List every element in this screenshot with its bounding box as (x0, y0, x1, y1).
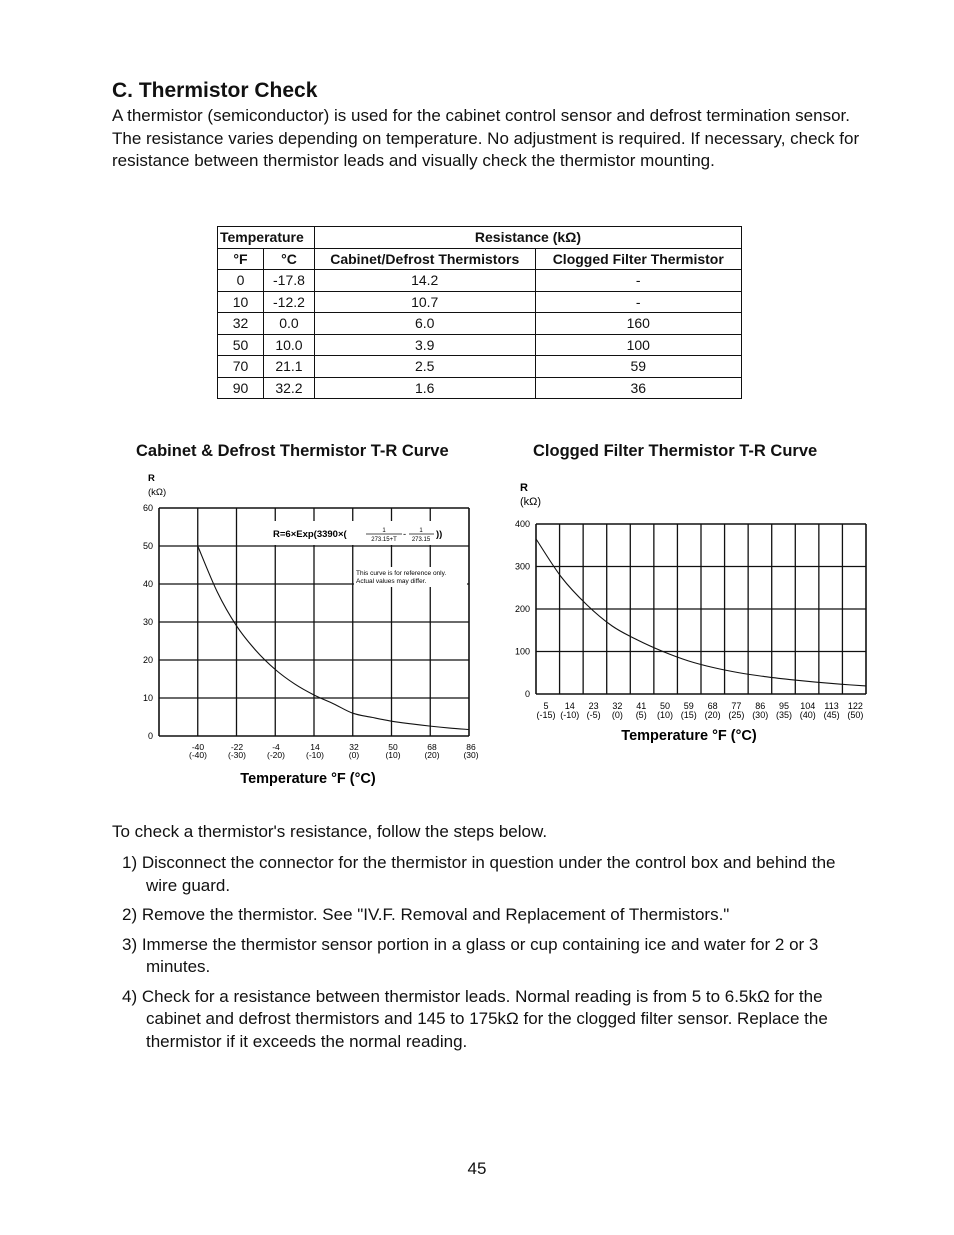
x-tick-label-f: 86 (466, 742, 476, 752)
x-tick-label-f: 50 (659, 701, 671, 711)
x-tick-label-f: 32 (612, 701, 623, 711)
x-tick-label-f: 68 (427, 742, 437, 752)
x-tick-label-c: (45) (823, 710, 840, 720)
cell-f: 10 (218, 291, 264, 313)
clogged-chart-title: Clogged Filter Thermistor T-R Curve (533, 442, 818, 460)
cell-clog: 100 (535, 334, 742, 356)
x-tick-label-f: 122 (847, 701, 863, 711)
cell-cab: 1.6 (314, 377, 535, 399)
cell-c: -12.2 (263, 291, 314, 313)
cell-clog: - (535, 291, 742, 313)
cell-c: 10.0 (263, 334, 314, 356)
y-tick-label: 60 (142, 503, 153, 513)
x-tick-label-c: (10) (656, 710, 674, 720)
x-tick-label-c: (-30) (228, 750, 246, 760)
x-tick-label-f: 23 (588, 701, 599, 711)
y-axis-unit: (kΩ) (520, 496, 542, 508)
x-tick-label-c: (25) (728, 710, 745, 720)
y-tick-label: 50 (142, 541, 153, 551)
formula-minus: - (403, 529, 407, 540)
cell-clog: 59 (535, 356, 742, 378)
col-c-header: °C (263, 248, 314, 270)
y-axis-label: R (520, 482, 528, 494)
x-tick-label-c: (0) (611, 710, 623, 720)
col-f-header: °F (218, 248, 264, 270)
formula-prefix: R=6×Exp(3390×( (273, 529, 347, 540)
resistance-header: Resistance (kΩ) (314, 227, 741, 249)
y-tick-label: 40 (142, 579, 153, 589)
cell-cab: 10.7 (314, 291, 535, 313)
x-tick-label-f: -40 (191, 742, 205, 752)
x-tick-label-c: (5) (635, 710, 647, 720)
intro-paragraph: A thermistor (semiconductor) is used for the cabinet control sensor and defrost termination sensor. The resistance varies depending on temperature. No adjustment is required. If necessary, check for resistance between thermistor leads and visually check the thermistor mounting. (112, 106, 860, 170)
cell-cab: 2.5 (314, 356, 535, 378)
x-axis-label: Temperature °F (°C) (240, 771, 376, 787)
x-tick-label-f: 14 (564, 701, 575, 711)
cell-f: 70 (218, 356, 264, 378)
cabinet-chart-title: Cabinet & Defrost Thermistor T-R Curve (136, 442, 449, 460)
steps-list (122, 852, 862, 1060)
y-tick-label: 100 (514, 646, 530, 657)
y-tick-label: 300 (514, 561, 530, 572)
x-tick-label-c: (-10) (306, 750, 324, 760)
step-item: 3) Immerse the thermistor sensor portion in a glass or cup containing ice and water for 2 or 3 minutes. (122, 934, 819, 976)
note-line-2: Actual values may differ. (356, 578, 427, 585)
y-tick-label: 400 (514, 519, 530, 529)
x-tick-label-c: (35) (775, 710, 793, 720)
x-tick-label-c: (-20) (267, 750, 285, 760)
steps-lead: To check a thermistor's resistance, follow the steps below. (112, 822, 548, 841)
step-item: 4) Check for a resistance between thermistor leads. Normal reading is from 5 to 6.5kΩ for the cabinet and defrost thermistors and 145 to 175kΩ for the clogged filter sensor. Replace the thermistor if it exceeds the normal reading. (122, 986, 828, 1051)
y-tick-label: 20 (142, 655, 153, 665)
cell-f: 0 (218, 270, 264, 292)
step-item: 1) Disconnect the connector for the thermistor in question under the control box and behind the wire guard. (122, 853, 836, 895)
note-line-1: This curve is for reference only. (356, 570, 447, 577)
x-tick-label-c: (0) (348, 750, 360, 760)
cell-clog: 36 (535, 377, 742, 399)
formula-den-2: 273.15 (411, 537, 431, 543)
x-tick-label-c: (30) (463, 750, 479, 760)
x-tick-label-c: (20) (704, 710, 721, 720)
cell-cab: 6.0 (314, 313, 535, 335)
x-tick-label-f: 68 (707, 701, 718, 711)
x-tick-label-f: 95 (778, 701, 790, 711)
cell-c: -17.8 (263, 270, 314, 292)
cell-f: 50 (218, 334, 264, 356)
x-tick-label-c: (30) (752, 710, 769, 720)
cell-cab: 3.9 (314, 334, 535, 356)
cell-c: 21.1 (263, 356, 314, 378)
cell-clog: 160 (535, 313, 742, 335)
y-tick-label: 200 (514, 604, 530, 614)
x-axis-label: Temperature °F (°C) (621, 728, 757, 744)
step-item: 2) Remove the thermistor. See "IV.F. Removal and Replacement of Thermistors." (122, 905, 730, 924)
y-axis-unit: (kΩ) (148, 487, 167, 498)
x-tick-label-c: (20) (424, 750, 440, 760)
x-tick-label-f: 32 (349, 742, 359, 752)
cell-clog: - (535, 270, 742, 292)
x-tick-label-f: 104 (800, 701, 816, 711)
x-tick-label-f: 41 (636, 701, 647, 711)
x-tick-label-f: -4 (272, 742, 280, 752)
cell-f: 32 (218, 313, 264, 335)
x-tick-label-f: 86 (755, 701, 766, 711)
formula-suffix: )) (436, 529, 443, 540)
x-tick-label-f: 113 (824, 701, 839, 711)
x-tick-label-c: (50) (847, 710, 864, 720)
x-tick-label-f: -22 (230, 742, 244, 752)
formula-num-2: 1 (419, 528, 423, 534)
y-tick-label: 0 (147, 731, 153, 741)
temperature-header: Temperature (218, 227, 315, 249)
x-tick-label-f: 59 (683, 701, 694, 711)
cell-cab: 14.2 (314, 270, 535, 292)
x-tick-label-c: (40) (799, 710, 816, 720)
formula-num-1: 1 (382, 528, 386, 534)
cell-c: 0.0 (263, 313, 314, 335)
x-tick-label-f: 5 (543, 701, 549, 711)
x-tick-label-f: 14 (310, 742, 320, 752)
y-tick-label: 30 (142, 617, 153, 627)
x-tick-label-c: (-15) (536, 710, 556, 720)
col-cabinet-header: Cabinet/Defrost Thermistors (314, 248, 535, 270)
x-tick-label-f: 50 (388, 742, 398, 752)
y-axis-label: R (148, 473, 155, 484)
section-heading: C. Thermistor Check (112, 79, 318, 102)
page-number: 45 (467, 1159, 487, 1178)
col-clogged-header: Clogged Filter Thermistor (535, 248, 742, 270)
y-tick-label: 10 (142, 693, 153, 703)
cell-c: 32.2 (263, 377, 314, 399)
y-tick-label: 0 (524, 689, 530, 699)
x-tick-label-c: (-10) (560, 710, 580, 720)
x-tick-label-c: (-40) (189, 750, 207, 760)
x-tick-label-c: (-5) (586, 710, 601, 720)
x-tick-label-c: (10) (385, 750, 401, 760)
x-tick-label-f: 77 (731, 701, 742, 711)
x-tick-label-c: (15) (680, 710, 697, 720)
formula-den-1: 273.15+T (371, 537, 397, 543)
cell-f: 90 (218, 377, 264, 399)
